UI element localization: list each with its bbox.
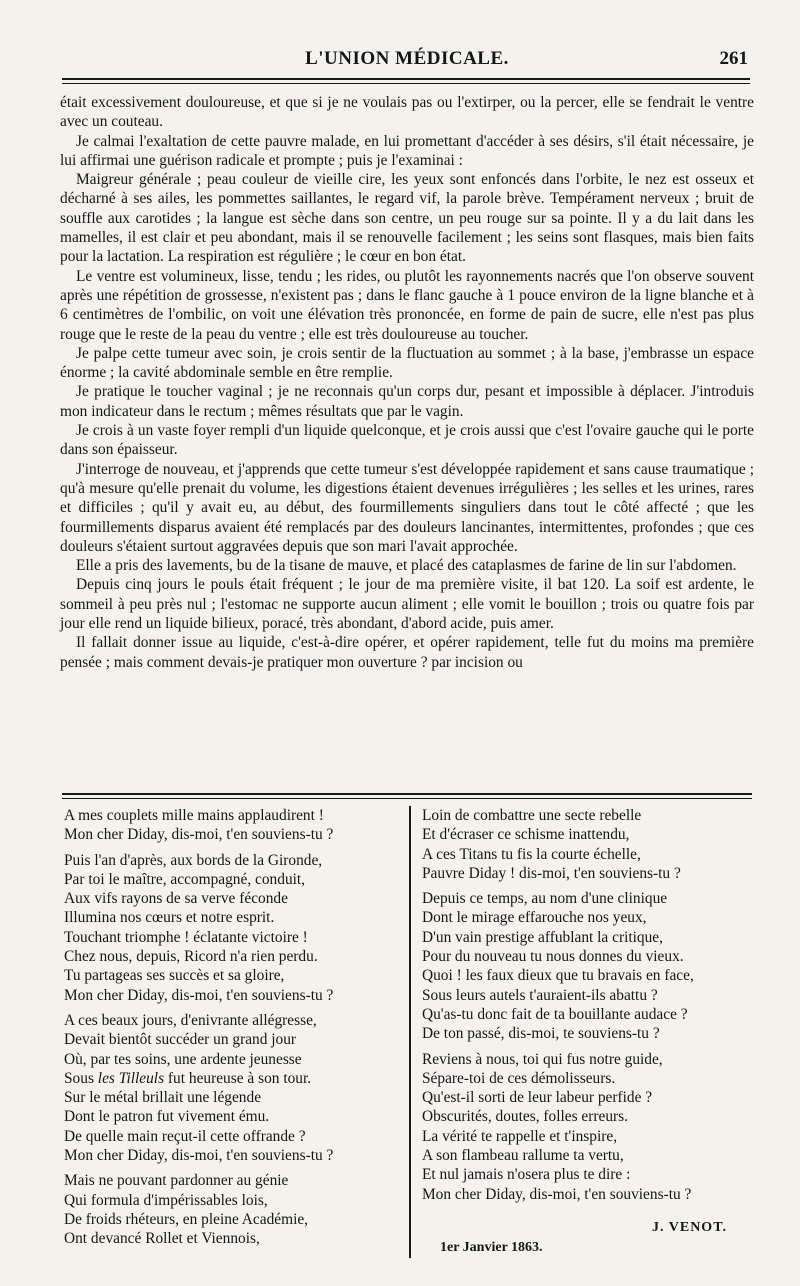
poem-verse: A son flambeau rallume ta vertu, bbox=[422, 1147, 624, 1165]
running-title: L'UNION MÉDICALE. bbox=[305, 48, 509, 69]
poem-verse: Sous leurs autels t'auraient-ils abattu ? bbox=[422, 986, 658, 1004]
poem-verse: Devait bientôt succéder un grand jour bbox=[64, 1031, 297, 1049]
poem-verse: Illumina nos cœurs et notre esprit. bbox=[64, 909, 275, 927]
poem-verse: Sépare-toi de ces démolisseurs. bbox=[422, 1069, 616, 1087]
poem-verse: Ont devancé Rollet et Viennois, bbox=[64, 1230, 260, 1248]
poem-verse: Tu partageas ses succès et sa gloire, bbox=[64, 967, 285, 985]
poem-verse: Mon cher Diday, dis-moi, t'en souviens-tu ? bbox=[64, 1147, 334, 1165]
poem-verse: Par toi le maître, accompagné, conduit, bbox=[64, 870, 306, 888]
paragraph: Il fallait donner issue au liquide, c'est-à-dire opérer, et opérer rapidement, telle fut du moins ma première pensée ; mais comment devais-je pratiquer mon ouverture ? par incision ou bbox=[60, 634, 754, 671]
poem-verse: Et d'écraser ce schisme inattendu, bbox=[422, 826, 630, 844]
paragraph: Je pratique le toucher vaginal ; je ne reconnais qu'un corps dur, pesant et impossible à déplacer. J'introduis mon indicateur dans le rectum ; mêmes résultats que par le vagin. bbox=[60, 383, 754, 420]
poem-verse: Mais ne pouvant pardonner au génie bbox=[64, 1172, 289, 1190]
poem-verse: Quoi ! les faux dieux que tu bravais en face, bbox=[422, 967, 694, 985]
paragraph: Je calmai l'exaltation de cette pauvre malade, en lui promettant d'accéder à ses désirs, s'il était nécessaire, je lui affirmai une guérison radicale et prompte ; puis je l'examinai : bbox=[60, 132, 754, 169]
poem-verse: Puis l'an d'après, aux bords de la Gironde, bbox=[64, 851, 323, 869]
poem-verse: Mon cher Diday, dis-moi, t'en souviens-tu ? bbox=[422, 1185, 692, 1203]
poem-stanza bbox=[64, 1171, 402, 1248]
poem-stanza bbox=[64, 851, 402, 1005]
poem-verse: Qu'est-il sorti de leur labeur perfide ? bbox=[422, 1089, 653, 1107]
poem-right-column bbox=[422, 806, 760, 1210]
poem-verse: Pour du nouveau tu nous donnes du vieux. bbox=[422, 948, 684, 966]
page-number: 261 bbox=[719, 48, 748, 69]
paragraph: Elle a pris des lavements, bu de la tisane de mauve, et placé des cataplasmes de farine de lin sur l'abdomen. bbox=[76, 557, 737, 575]
poem-date: 1er Janvier 1863. bbox=[440, 1240, 543, 1255]
poem-stanza bbox=[422, 889, 760, 1043]
poem-verse: De froids rhéteurs, en pleine Académie, bbox=[64, 1210, 309, 1228]
column-divider bbox=[409, 806, 411, 1258]
poem-verse: De quelle main reçut-il cette offrande ? bbox=[64, 1127, 306, 1145]
poem-verse: A ces Titans tu fis la courte échelle, bbox=[422, 845, 641, 863]
poem-verse: Qui formula d'impérissables lois, bbox=[64, 1191, 268, 1209]
poem-verse: Mon cher Diday, dis-moi, t'en souviens-tu ? bbox=[64, 826, 334, 844]
poem-verse: Sous les Tilleuls fut heureuse à son tour. bbox=[64, 1069, 312, 1087]
poem-verse: Loin de combattre une secte rebelle bbox=[422, 807, 642, 824]
poem-verse: Sur le métal brillait une légende bbox=[64, 1089, 262, 1107]
poem-verse: A ces beaux jours, d'enivrante allégresse, bbox=[64, 1011, 317, 1029]
paragraph: J'interroge de nouveau, et j'apprends que cette tumeur s'est développée rapidement et sans cause traumatique ; qu'à mesure qu'elle prenait du volume, les digestions étaient devenues irrégulières ; les selles et les urines, rares et difficiles ; qu'il y avait eu, au début, des fourmillements singuliers dans tout le côté affecté ; que les fourmillements disparus avaient été remplacés par des douleurs lancinantes, intermittentes, profondes ; que ces douleurs s'étaient surtout aggravées depuis que son mari l'avait approchée. bbox=[60, 460, 754, 555]
poem-left-column bbox=[64, 806, 402, 1255]
paragraph: Maigreur générale ; peau couleur de vieille cire, les yeux sont enfoncés dans l'orbite, le nez est osseux et décharné à ses ailes, les pommettes saillantes, le regard vif, la parole brève. Tempérament nerveux ; bruit de souffle aux carotides ; la langue est sèche dans son centre, un peu rouge sur sa pointe. Il y a du lait dans les mamelles, il est clair et peu abondant, mais il se renouvelle facilement ; les seins sont flasques, mais bien faits pour la lactation. La respiration est régulière ; le cœur en bon état. bbox=[60, 171, 754, 266]
poem-verse: Pauvre Diday ! dis-moi, t'en souviens-tu ? bbox=[422, 864, 681, 882]
poem-stanza bbox=[422, 806, 760, 883]
page-header bbox=[62, 44, 752, 78]
poem-verse: Depuis ce temps, au nom d'une clinique bbox=[422, 890, 668, 908]
poem-verse: De ton passé, dis-moi, te souviens-tu ? bbox=[422, 1025, 660, 1043]
article-body bbox=[60, 93, 754, 672]
poem-verse: Où, par tes soins, une ardente jeunesse bbox=[64, 1050, 302, 1068]
paragraph: Le ventre est volumineux, lisse, tendu ; les rides, ou plutôt les rayonnements nacrés que l'on observe souvent après une répétition de grossesse, n'existent pas ; dans le flanc gauche à 1 pouce environ de la ligne blanche et à 6 centimètres de l'ombilic, on voit une élévation très prononcée, en forme de pain de sucre, elle n'est pas plus rouge que le reste de la peau du ventre ; elle est très douloureuse au toucher. bbox=[60, 267, 754, 343]
poem-verse: D'un vain prestige affublant la critique, bbox=[422, 928, 663, 946]
paragraph: était excessivement douloureuse, et que si je ne voulais pas ou l'extirper, ou la percer, elle se fendrait le ventre avec un couteau. bbox=[60, 94, 754, 131]
header-rule bbox=[62, 78, 750, 80]
poem-stanza bbox=[64, 1011, 402, 1165]
poem-stanza bbox=[64, 806, 402, 845]
feuilleton-rule bbox=[62, 793, 752, 795]
poem-verse: La vérité te rappelle et t'inspire, bbox=[422, 1127, 618, 1145]
paragraph: Je crois à un vaste foyer rempli d'un liquide quelconque, et je crois aussi que c'est l'ovaire gauche qui le porte dans son épaisseur. bbox=[60, 422, 754, 459]
paragraph: Je palpe cette tumeur avec soin, je crois sentir de la fluctuation au sommet ; à la base, j'embrasse un espace énorme ; la cavité abdominale semble en être remplie. bbox=[60, 344, 754, 382]
feuilleton-rule-thin bbox=[62, 798, 752, 799]
poem-verse: Qu'as-tu donc fait de ta bouillante audace ? bbox=[422, 1005, 688, 1023]
poem-verse: Dont le patron fut vivement ému. bbox=[64, 1108, 270, 1126]
poem-verse: Et nul jamais n'osera plus te dire : bbox=[422, 1166, 631, 1184]
poem-signature: J. VENOT. bbox=[652, 1220, 727, 1235]
poem-verse: Touchant triomphe ! éclatante victoire ! bbox=[64, 928, 308, 946]
header-rule-thin bbox=[62, 83, 750, 84]
poem-verse: Chez nous, depuis, Ricord n'a rien perdu. bbox=[64, 948, 318, 966]
poem-verse: Reviens à nous, toi qui fus notre guide, bbox=[422, 1050, 663, 1068]
poem-verse: Dont le mirage effarouche nos yeux, bbox=[422, 909, 647, 927]
poem-stanza bbox=[422, 1050, 760, 1204]
poem-verse: Mon cher Diday, dis-moi, t'en souviens-tu ? bbox=[64, 986, 334, 1004]
poem-verse: Aux vifs rayons de sa verve féconde bbox=[64, 890, 288, 908]
poem-verse: Obscurités, doutes, folles erreurs. bbox=[422, 1108, 629, 1126]
paragraph: Depuis cinq jours le pouls était fréquent ; le jour de ma première visite, il bat 120. La soif est ardente, le sommeil à peu près nul ; l'estomac ne supporte aucun aliment ; elle vomit le bouillon ; trois ou quatre fois par jour elle rend un liquide bilieux, poracé, très abondant, d'abord acide, puis amer. bbox=[60, 576, 754, 633]
poem-verse: A mes couplets mille mains applaudirent ! bbox=[64, 807, 324, 824]
